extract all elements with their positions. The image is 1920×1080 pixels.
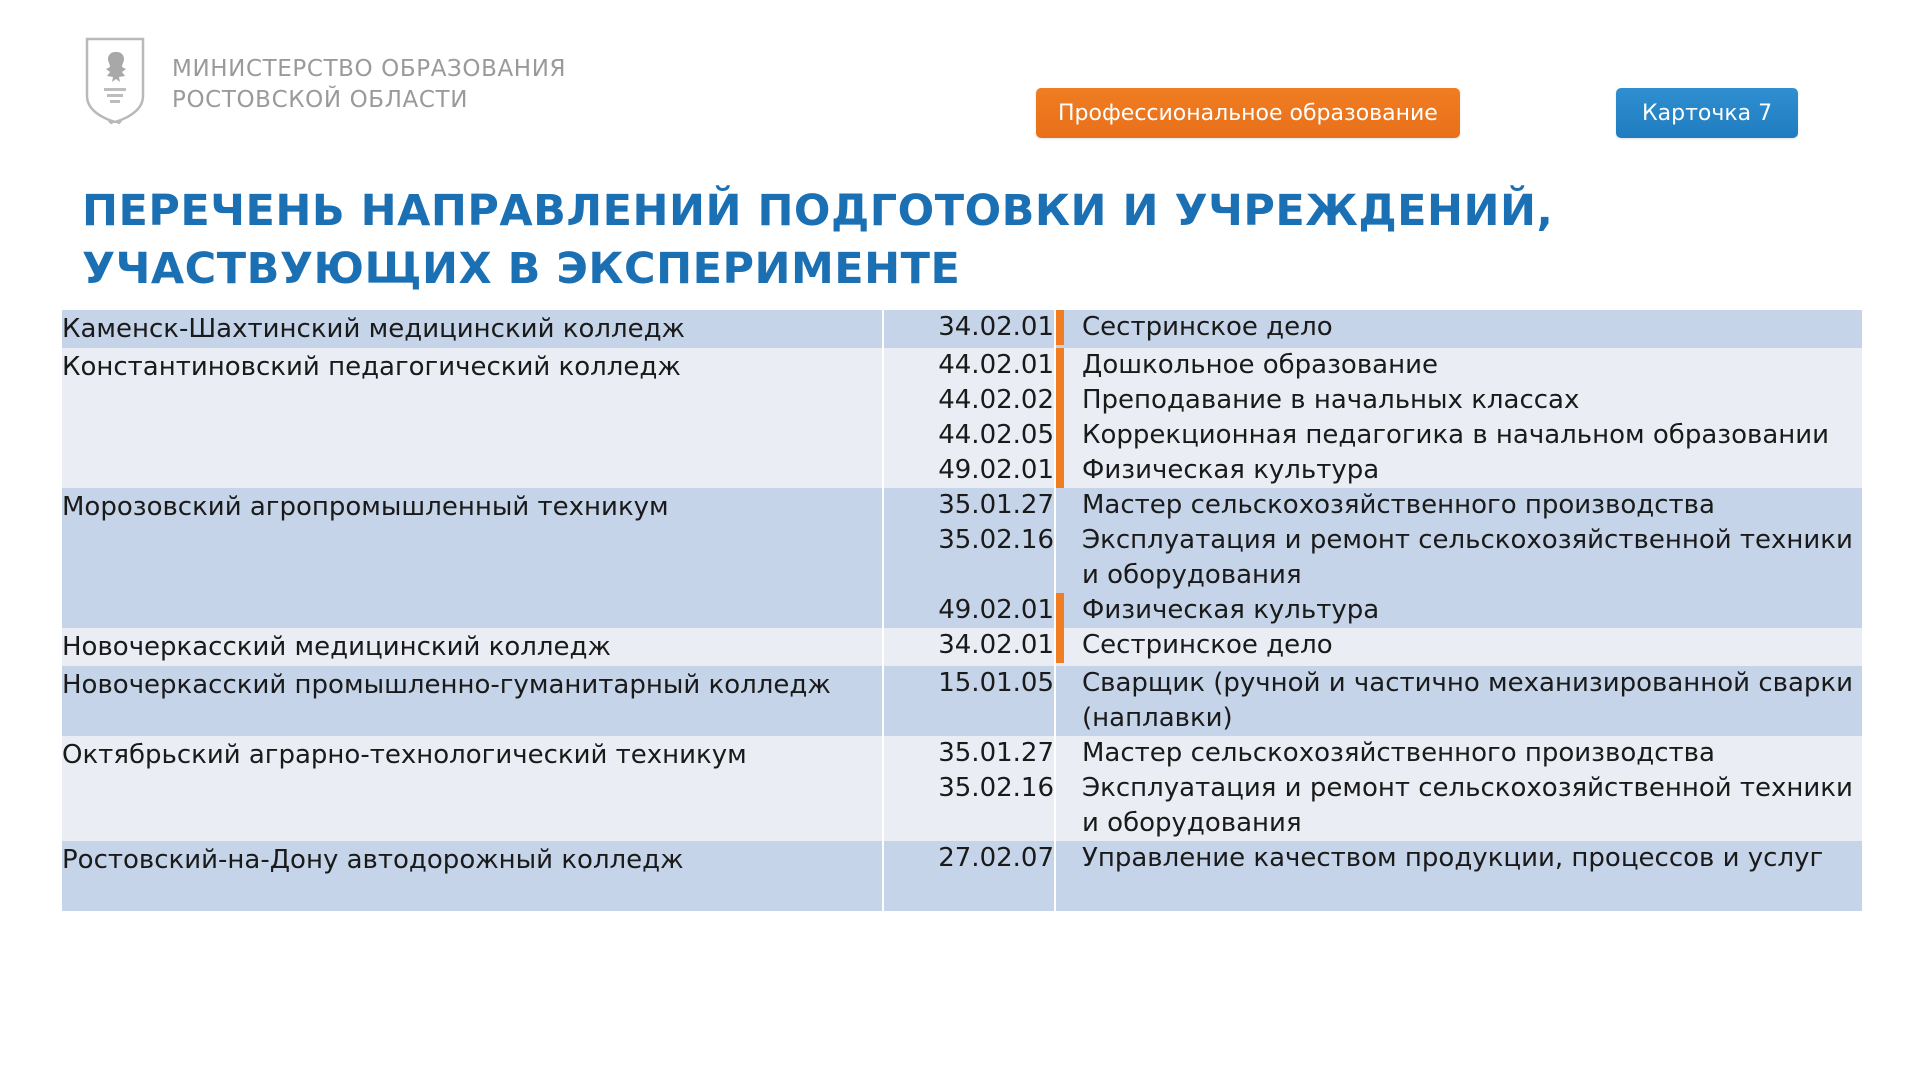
program-codes [883,666,1055,736]
program-code: 34.02.01 [938,312,1054,342]
program-code: 44.02.01 [938,350,1054,380]
program-code: 49.02.01 [938,455,1054,485]
program-marker-bar [1056,383,1064,418]
page-title-line1: ПЕРЕЧЕНЬ НАПРАВЛЕНИЙ ПОДГОТОВКИ И УЧРЕЖДЕНИЙ, [82,186,1554,236]
ministry-name-line1: МИНИСТЕРСТВО ОБРАЗОВАНИЯ [172,56,567,82]
ministry-logo [84,36,566,124]
program-row [1056,666,1862,736]
program-title: Физическая культура [1082,595,1380,625]
program-names [1055,348,1862,488]
program-code: 49.02.01 [938,595,1054,625]
code-spacer [884,876,1054,911]
program-row [1056,736,1862,771]
ministry-name-line2: РОСТОВСКОЙ ОБЛАСТИ [172,87,468,113]
program-names [1055,310,1862,348]
table-row [62,488,1862,628]
program-code: 44.02.05 [938,420,1054,450]
institution-name: Новочеркасский медицинский колледж [62,632,611,662]
institution-name: Морозовский агропромышленный техникум [62,492,669,522]
table-row [62,348,1862,488]
program-code: 35.01.27 [938,738,1054,768]
slide-header [0,0,1920,170]
program-codes [883,628,1055,666]
program-title: Сестринское дело [1082,312,1333,342]
program-code: 27.02.07 [938,843,1054,873]
program-row [1056,523,1862,593]
program-codes [883,348,1055,488]
program-code: 34.02.01 [938,630,1054,660]
program-title: Мастер сельскохозяйственного производства [1082,738,1715,768]
institution-name: Новочеркасский промышленно-гуманитарный колледж [62,670,831,700]
program-marker-bar [1056,593,1064,628]
program-title: Управление качеством продукции, процессов и услуг [1082,843,1824,873]
program-marker-bar [1056,453,1064,488]
institution-name: Октябрьский аграрно-технологический техникум [62,740,747,770]
program-marker-bar [1056,628,1064,663]
program-row [1056,348,1862,383]
program-title: Сварщик (ручной и частично механизированной сварки (наплавки) [1082,668,1853,733]
program-row [1056,310,1862,345]
program-marker-bar [1056,523,1064,593]
institution-name: Ростовский-на-Дону автодорожный колледж [62,845,684,875]
program-row [1056,593,1862,628]
program-marker-bar [1056,310,1064,345]
program-row [1056,841,1862,876]
badge-card-number: Карточка 7 [1616,88,1798,138]
page-title-line2: УЧАСТВУЮЩИХ В ЭКСПЕРИМЕНТЕ [82,244,961,294]
program-codes [883,736,1055,841]
program-title: Эксплуатация и ремонт сельскохозяйственной техники и оборудования [1082,773,1853,838]
program-title: Мастер сельскохозяйственного производства [1082,490,1715,520]
program-marker-bar [1056,771,1064,841]
program-row [1056,628,1862,663]
program-code: 35.01.27 [938,490,1054,520]
program-row [1056,771,1862,841]
program-title: Коррекционная педагогика в начальном образовании [1082,420,1830,450]
code-spacer [884,558,1054,593]
program-code: 35.02.16 [938,525,1054,555]
program-marker-bar [1056,841,1064,876]
table-row [62,310,1862,348]
code-spacer [884,701,1054,736]
program-names [1055,488,1862,628]
institution-name: Каменск-Шахтинский медицинский колледж [62,314,685,344]
program-title: Эксплуатация и ремонт сельскохозяйственной техники и оборудования [1082,525,1853,590]
ministry-name [172,54,566,116]
program-marker-bar [1056,736,1064,771]
program-code: 15.01.05 [938,668,1054,698]
table-row [62,736,1862,841]
program-title: Дошкольное образование [1082,350,1438,380]
program-code: 44.02.02 [938,385,1054,415]
program-names [1055,628,1862,666]
program-code: 35.02.16 [938,773,1054,803]
table-row [62,841,1862,911]
program-row [1056,418,1862,453]
table-row [62,666,1862,736]
program-marker-bar [1056,488,1064,523]
page-title [82,182,1842,298]
table-row [62,628,1862,666]
program-title: Физическая культура [1082,455,1380,485]
badge-program: Профессиональное образование [1036,88,1460,138]
program-title: Преподавание в начальных классах [1082,385,1580,415]
program-row [1056,383,1862,418]
program-marker-bar [1056,666,1064,736]
coat-of-arms-icon [84,36,146,124]
program-names [1055,736,1862,841]
code-spacer [884,806,1054,841]
program-row [1056,488,1862,523]
program-row [1056,453,1862,488]
program-codes [883,310,1055,348]
program-title: Сестринское дело [1082,630,1333,660]
program-codes [883,488,1055,628]
program-names [1055,666,1862,736]
program-codes [883,841,1055,911]
programs-table [62,310,1862,911]
program-names [1055,841,1862,911]
program-marker-bar [1056,348,1064,383]
program-marker-bar [1056,418,1064,453]
institution-name: Константиновский педагогический колледж [62,352,681,382]
